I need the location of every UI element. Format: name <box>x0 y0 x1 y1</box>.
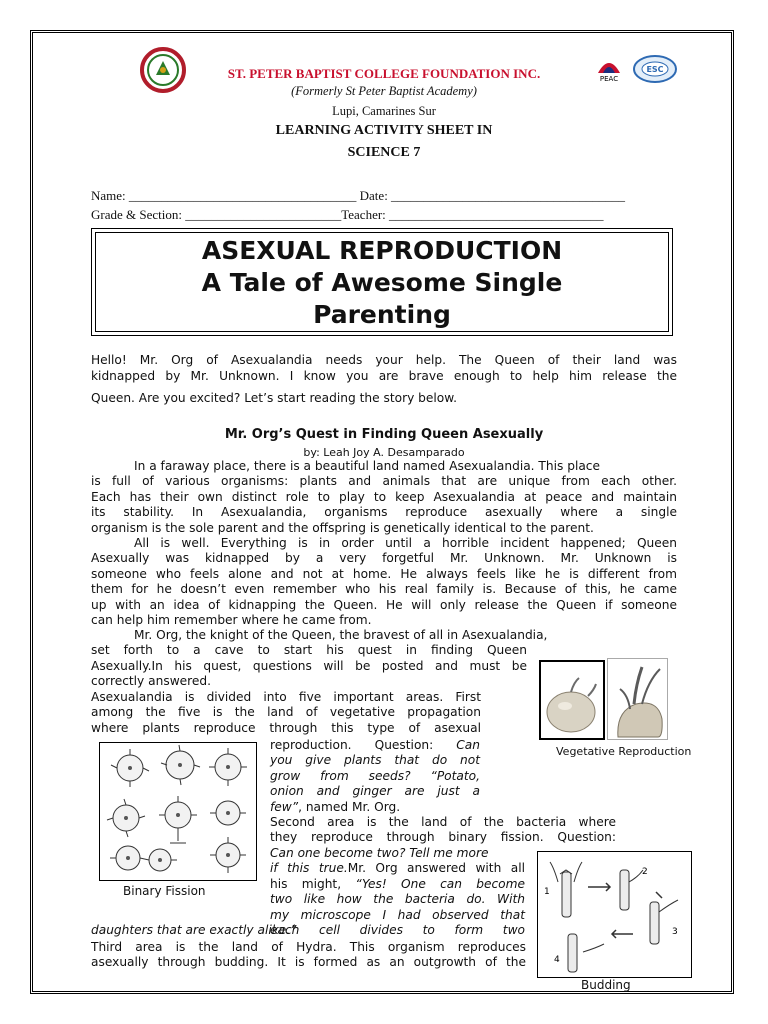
story-paragraph-4 <box>91 690 481 736</box>
story-paragraph-3 <box>91 628 548 690</box>
p1-line: In a faraway place, there is a beautiful land named Asexualandia. This place <box>134 459 600 473</box>
budding-step-label: 2 <box>642 867 648 877</box>
budding-illustration <box>538 852 691 977</box>
intro-line-1: Hello! Mr. Org of Asexualandia needs your help. The Queen of their land was <box>91 353 677 367</box>
p7-line: asexually through budding. It is formed as an outgrowth of the <box>91 955 526 970</box>
story-paragraph-5 <box>270 738 480 815</box>
vegetative-image-onion <box>607 658 668 740</box>
p6-line: they reproduce through binary fission. Question: <box>270 830 616 845</box>
story-paragraph-1 <box>91 459 677 536</box>
story-paragraph-2 <box>91 536 677 628</box>
p1-line: Each has their own distinct role to play to keep Asexualandia at peace and maintain <box>91 489 677 504</box>
binary-fission-illustration <box>100 743 256 880</box>
story-title: Mr. Org’s Quest in Finding Queen Asexually <box>224 427 544 442</box>
p2-line: them for he doesn’t even remember who his real family is. Because of this, he came <box>91 582 677 597</box>
vegetative-image-potato <box>539 660 605 740</box>
p2-line: up with an idea of kidnapping the Queen. He will only release the Queen if someone <box>91 597 677 612</box>
p6-line: Second area is the land of the bacteria where <box>270 815 616 829</box>
school-location: Lupi, Camarines Sur <box>332 104 436 118</box>
budding-step-label: 3 <box>672 927 678 937</box>
title-line-3: Parenting <box>313 300 451 329</box>
p5-answer: few” <box>270 799 299 814</box>
potato-illustration <box>541 662 603 738</box>
p3-line: Asexually.In his quest, questions will be posted and must be <box>91 658 527 673</box>
budding-caption: Budding <box>581 978 631 992</box>
p3-line: correctly answered. <box>91 674 212 689</box>
p5-text: reproduction. Question: <box>270 738 457 752</box>
p6-answer: “Yes! One can become <box>355 876 525 891</box>
p6-line: Can one become two? Tell me more <box>270 846 489 860</box>
school-former-name: (Formerly St Peter Baptist Academy) <box>291 84 477 98</box>
p6-line-final: daughters that are exactly alike.” <box>91 923 297 937</box>
title-line-1: ASEXUAL REPRODUCTION <box>201 236 563 265</box>
p5-text: , named Mr. Org. <box>298 799 401 814</box>
budding-image <box>537 851 692 978</box>
binary-fission-caption: Binary Fission <box>123 884 206 898</box>
p5-line: grow from seeds? “Potato, <box>270 768 480 783</box>
onion-illustration <box>608 659 667 739</box>
sheet-title: LEARNING ACTIVITY SHEET IN <box>275 123 493 138</box>
peac-logo-label: PEAC <box>599 75 619 83</box>
p2-line: someone who feels alone and not at home. He always feels like he is different from <box>91 566 677 581</box>
name-date-field[interactable]: Name: ___________________________________ Date: ____________________________________ <box>91 188 626 203</box>
p1-line: organism is the sole parent and the offspring is genetically identical to the parent. <box>91 520 594 535</box>
title-box <box>91 228 673 336</box>
p6-text: Mr. Org answered with all <box>347 861 525 876</box>
grade-teacher-field[interactable]: Grade & Section: ________________________Teacher: _________________________________ <box>91 207 604 222</box>
title-line-2: A Tale of Awesome Single <box>201 268 563 297</box>
esc-logo-label: ESC <box>646 65 664 74</box>
subject-title: SCIENCE 7 <box>347 145 421 160</box>
p6-line: my microscope I had observed that <box>270 907 525 922</box>
p6-question: if this true. <box>270 861 348 876</box>
p3-line: set forth to a cave to start his quest in finding Queen <box>91 643 527 658</box>
p6-text: his might, <box>270 876 356 891</box>
title-box-inner <box>95 232 669 332</box>
p5-line: you give plants that do not <box>270 753 480 768</box>
p2-line: Asexually was kidnapped by a very forgetful Mr. Unknown. Mr. Unknown is <box>91 551 677 566</box>
p2-line: can help him remember where he came from. <box>91 613 372 628</box>
budding-step-label: 4 <box>554 955 560 965</box>
p1-line: is full of various organisms: plants and animals that are unique from each other. <box>91 474 677 489</box>
intro-line-3: Queen. Are you excited? Let’s start reading the story below. <box>91 391 457 405</box>
p3-line: Mr. Org, the knight of the Queen, the bravest of all in Asexualandia, <box>134 628 548 642</box>
budding-step-label: 1 <box>544 887 550 897</box>
p5-line: onion and ginger are just a <box>270 784 480 799</box>
story-byline: by: Leah Joy A. Desamparado <box>303 446 465 459</box>
intro-line-2: kidnapped by Mr. Unknown. I know you are brave enough to help him release the <box>91 369 677 383</box>
p4-line: Asexualandia is divided into five important areas. First <box>91 690 481 704</box>
school-name: ST. PETER BAPTIST COLLEGE FOUNDATION INC. <box>227 66 541 81</box>
story-paragraph-7 <box>91 940 526 971</box>
p4-line: where plants reproduce through this type of asexual <box>91 720 481 735</box>
p6-line: two like how the bacteria do. With <box>270 892 525 907</box>
vegetative-caption: Vegetative Reproduction <box>556 745 692 758</box>
p6-line: each cell divides to form two <box>270 923 525 938</box>
p5-question: Can <box>456 738 480 752</box>
p4-line: among the five is the land of vegetative propagation <box>91 705 481 720</box>
story-paragraph-6 <box>270 815 616 846</box>
p1-line: its stability. In Asexualandia, organisms reproduce asexually where a single <box>91 505 677 520</box>
p7-line: Third area is the land of Hydra. This organism reproduces <box>91 940 526 954</box>
p2-line: All is well. Everything is in order until a horrible incident happened; Queen <box>134 536 677 550</box>
binary-fission-image <box>99 742 257 881</box>
